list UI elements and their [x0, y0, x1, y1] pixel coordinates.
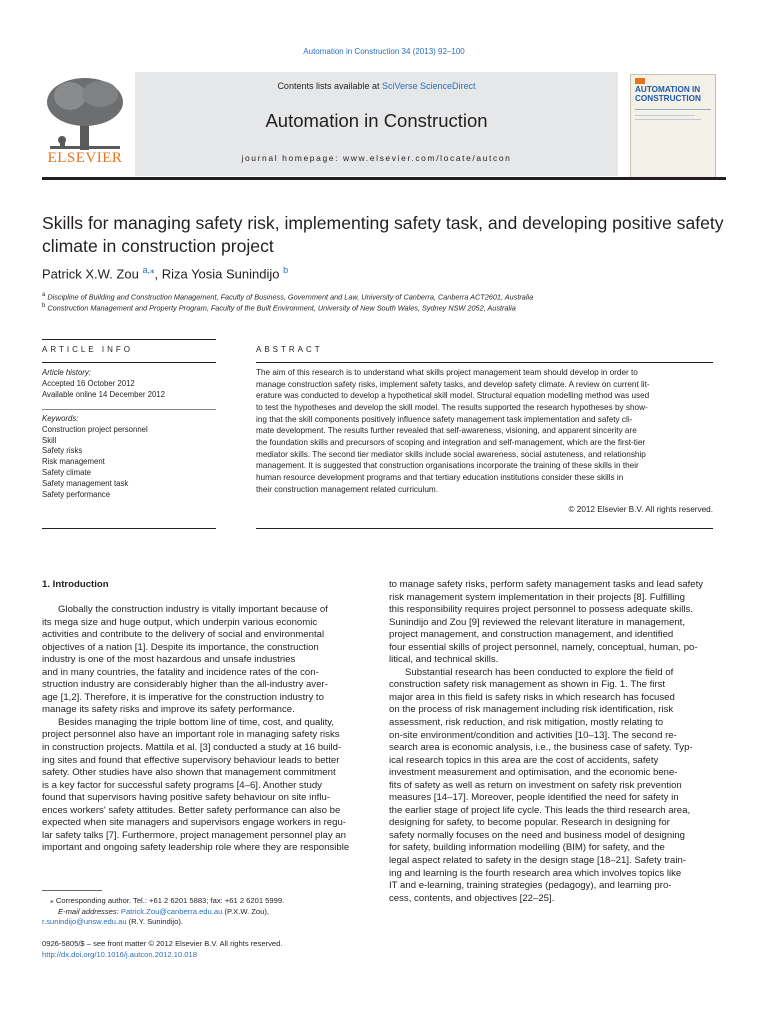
- text-line: risk management system implementation in their projects [8]. Fulfilling: [389, 591, 685, 603]
- keyword: Safety management task: [42, 478, 129, 488]
- section-heading: 1. Introduction: [42, 579, 109, 590]
- front-matter: [42, 939, 382, 960]
- text-line: this responsibility requires project personnel to possess adequate skills.: [389, 604, 693, 616]
- email-link-zou[interactable]: Patrick.Zou@canberra.edu.au: [120, 906, 223, 916]
- text-line: Substantial research has been conducted to explore the field of: [405, 666, 674, 678]
- keyword: Construction project personnel: [42, 424, 148, 434]
- author-name: Patrick X.W. Zou: [42, 266, 139, 282]
- affiliation-text: Discipline of Building and Construction Management, Faculty of Business, Government and Law, University of Canberra, Canberra ACT2601, Australia: [47, 292, 534, 302]
- text-line: project personnel also have an important role in managing safety risks: [42, 729, 340, 741]
- cover-logo-mark: [635, 78, 645, 84]
- abstract-line: management. It is suggested that construction organisations incorporate the training of these skills in their: [256, 461, 639, 471]
- text-line: legal aspect related to safety in the design stage [18–21]. Safety train-: [389, 855, 687, 867]
- abstract-line: their construction management related curriculum.: [256, 484, 439, 494]
- abstract-heading: ABSTRACT: [256, 345, 323, 354]
- affiliation-b: [42, 303, 732, 312]
- text-line: investment measurement and optimisation, and the economic bene-: [389, 767, 678, 779]
- keywords-label: Keywords:: [42, 414, 79, 423]
- text-line: to manage safety risks, perform safety management tasks and lead safety: [389, 579, 704, 590]
- text-line: on the process of risk management including risk identification, risk: [389, 704, 674, 716]
- text-line: the earlier stage of project life cycle. This leads the third research area,: [389, 804, 691, 816]
- text-line: found that supervisors having positive safety behaviour on site influ-: [42, 792, 330, 804]
- affiliation-mark: b: [42, 303, 46, 309]
- footnote-rule: [42, 890, 102, 891]
- abstract-body: [256, 367, 713, 495]
- abstract-line: erature was conducted to develop a hypothetical skill model. Structural equation modelling method was used: [256, 391, 650, 401]
- divider: [256, 362, 713, 363]
- keyword: Skill: [42, 435, 57, 445]
- email-suffix: (R.Y. Sunindijo).: [126, 917, 183, 926]
- header-rule: [42, 177, 726, 180]
- text-line: ical research topics in this area are the cost of accidents, safety: [389, 754, 659, 766]
- text-line: its mega size and huge output, which underpin various economic: [42, 616, 318, 628]
- divider: [256, 528, 713, 529]
- text-line: Globally the construction industry is vitally important because of: [58, 604, 328, 615]
- text-line: fits of safety as well as return on investment on safety risk prevention: [389, 779, 682, 791]
- abstract-line: human resource development programs and that tertiary education institutions consider these skills in: [256, 472, 624, 482]
- right-column: [389, 579, 714, 905]
- text-line: four essential skills of project personnel, namely, conceptual, human, po-: [389, 641, 698, 653]
- keyword: Risk management: [42, 457, 105, 467]
- text-line: manage its safety risks and improve its safety performance.: [42, 704, 295, 716]
- text-line: ing and learning is the fourth research area which involves topics like: [389, 867, 682, 879]
- divider: [42, 362, 216, 363]
- author-affiliation-mark[interactable]: b: [283, 265, 289, 275]
- abstract-line: the foundation skills and precursors of scoping and integration and self-management, which are the first-tier: [256, 437, 646, 447]
- text-line: Sunindijo and Zou [9] reviewed the relevant literature in management,: [389, 616, 685, 628]
- text-line: IT and e-learning, training strategies (pedagogy), and learning pro-: [389, 880, 672, 892]
- text-line: project management, and construction management, and identified: [389, 629, 674, 641]
- email-line: [42, 907, 367, 918]
- keyword: Safety performance: [42, 489, 111, 499]
- article-history: [42, 368, 216, 400]
- author-list: [42, 265, 288, 281]
- text-line: safety. Other studies have also shown that management commitment: [42, 767, 336, 779]
- text-line: important and ongoing safety leadership role where they are responsible: [42, 842, 350, 854]
- online-date: Available online 14 December 2012: [42, 389, 165, 399]
- abstract-line: to test the hypotheses and develop the skill model. The results supported the research hypotheses by show-: [256, 402, 648, 412]
- email-link-sunindijo[interactable]: r.sunindijo@unsw.edu.au: [42, 917, 127, 926]
- divider: [42, 409, 216, 410]
- author-affiliation-mark[interactable]: a,⁎: [142, 265, 155, 275]
- affiliation-mark: a: [42, 292, 46, 298]
- intro-column: [42, 604, 367, 855]
- divider: [42, 528, 216, 529]
- journal-homepage: journal homepage: www.elsevier.com/locate/autcon: [241, 153, 512, 163]
- cover-title: AUTOMATION IN CONSTRUCTION: [635, 85, 701, 103]
- text-line: ences workers' safety attitudes. Better safety performance can also be: [42, 804, 341, 816]
- contents-prefix: Contents lists available at: [277, 81, 382, 91]
- sciencedirect-link[interactable]: SciVerse ScienceDirect: [382, 81, 476, 91]
- keyword: Safety climate: [42, 467, 91, 477]
- text-line: litical, and technical skills.: [389, 654, 499, 666]
- abstract-line: ing that the skill components positively influence safety management task implementation and safety cli-: [256, 414, 633, 424]
- text-line: assessment, risk reduction, and risk mitigation, mostly relating to: [389, 717, 664, 729]
- corresponding-author: ⁎ Corresponding author. Tel.: +61 2 6201 5883; fax: +61 2 6201 5999.: [50, 896, 285, 905]
- author-separator: ,: [154, 266, 162, 282]
- text-line: construction safety risk management as shown in Fig. 1. The first: [389, 679, 666, 691]
- footnote: [42, 896, 367, 928]
- contents-available: [135, 81, 618, 91]
- email-label: E-mail addresses:: [58, 906, 121, 916]
- journal-citation[interactable]: Automation in Construction 34 (2013) 92–100: [303, 47, 465, 56]
- affiliation-a: [42, 292, 732, 301]
- journal-cover-image: [630, 74, 716, 178]
- text-line: in construction projects. Mattila et al. [3] conducted a study at 16 build-: [42, 742, 342, 754]
- text-line: safety normally focuses on the need and business model of designing: [389, 829, 685, 841]
- text-line: activities and contribute to the delivery of social and environmental: [42, 629, 325, 641]
- accepted-date: Accepted 16 October 2012: [42, 378, 135, 388]
- author-name: Riza Yosia Sunindijo: [161, 266, 280, 282]
- text-line: and in many countries, the fatality and incidence rates of the con-: [42, 666, 319, 678]
- journal-title: Automation in Construction: [265, 110, 488, 131]
- text-line: objectives of a nation [1]. Despite its importance, the construction: [42, 641, 319, 653]
- text-line: ing sites and found that effective supervisory behaviour leads to better: [42, 754, 340, 766]
- text-line: age [1,2]. Therefore, it is imperative for the construction industry to: [42, 691, 324, 703]
- abstract-copyright: © 2012 Elsevier B.V. All rights reserved.: [568, 505, 713, 514]
- text-line: designing for safety, to become popular. Research in designing for: [389, 817, 670, 829]
- keywords-block: [42, 414, 216, 500]
- abstract-line: mediator skills. The second tier mediator skills include social awareness, social astuteness, and relationship: [256, 449, 646, 459]
- text-line: struction industry are considerably higher than the all-industry aver-: [42, 679, 328, 691]
- text-line: is a key factor for successful safety programs [4–6]. Another study: [42, 779, 322, 791]
- article-title: Skills for managing safety risk, implementing safety task, and developing positive safety climate in construction project: [42, 213, 724, 256]
- keyword: Safety risks: [42, 446, 83, 456]
- text-line: Besides managing the triple bottom line of time, cost, and quality,: [58, 716, 335, 728]
- email-line: [42, 917, 367, 928]
- text-line: measures [14–17]. Moreover, people identified the need for safety in: [389, 792, 679, 804]
- abstract-line: mate development. The results further revealed that self-awareness, visioning, and apparent sincerity are: [256, 426, 637, 436]
- text-line: cess, contents, and objectives [22–25].: [389, 892, 555, 904]
- abstract-line: manage construction safety risks, implement safety tasks, and develop safety climate. A review on current lit-: [256, 379, 650, 389]
- abstract-line: The aim of this research is to understand what skills project management team should develop in order to: [256, 368, 638, 377]
- text-line: industry is one of the most hazardous and unsafe industries: [42, 654, 296, 666]
- text-line: on-site environment/condition and activities [10–13]. The second re-: [389, 729, 677, 741]
- divider: [42, 339, 216, 340]
- history-label: Article history:: [42, 368, 91, 377]
- text-line: major area in this field is safety risks in which research has focused: [389, 691, 675, 703]
- text-line: lar safety talks [7]. Furthermore, project management personnel play an: [42, 829, 346, 841]
- text-line: for safety, building information modelling (BIM) for safety, and the: [389, 842, 665, 854]
- affiliation-text: Construction Management and Property Program, Faculty of the Built Environment, University of New South Wales, Sydney NSW 2052, Australia: [47, 303, 516, 313]
- doi-link[interactable]: http://dx.doi.org/10.1016/j.autcon.2012.10.018: [42, 949, 197, 959]
- elsevier-wordmark: ELSEVIER: [47, 150, 123, 166]
- issn-line: 0926-5805/$ – see front matter © 2012 Elsevier B.V. All rights reserved.: [42, 939, 283, 948]
- article-info-heading: ARTICLE INFO: [42, 345, 133, 354]
- text-line: search area is economic analysis, i.e., the business case of safety. Typ-: [389, 742, 693, 754]
- email-suffix: (P.X.W. Zou),: [222, 906, 270, 916]
- text-line: expected when site managers and supervisors engage workers in regu-: [42, 817, 346, 829]
